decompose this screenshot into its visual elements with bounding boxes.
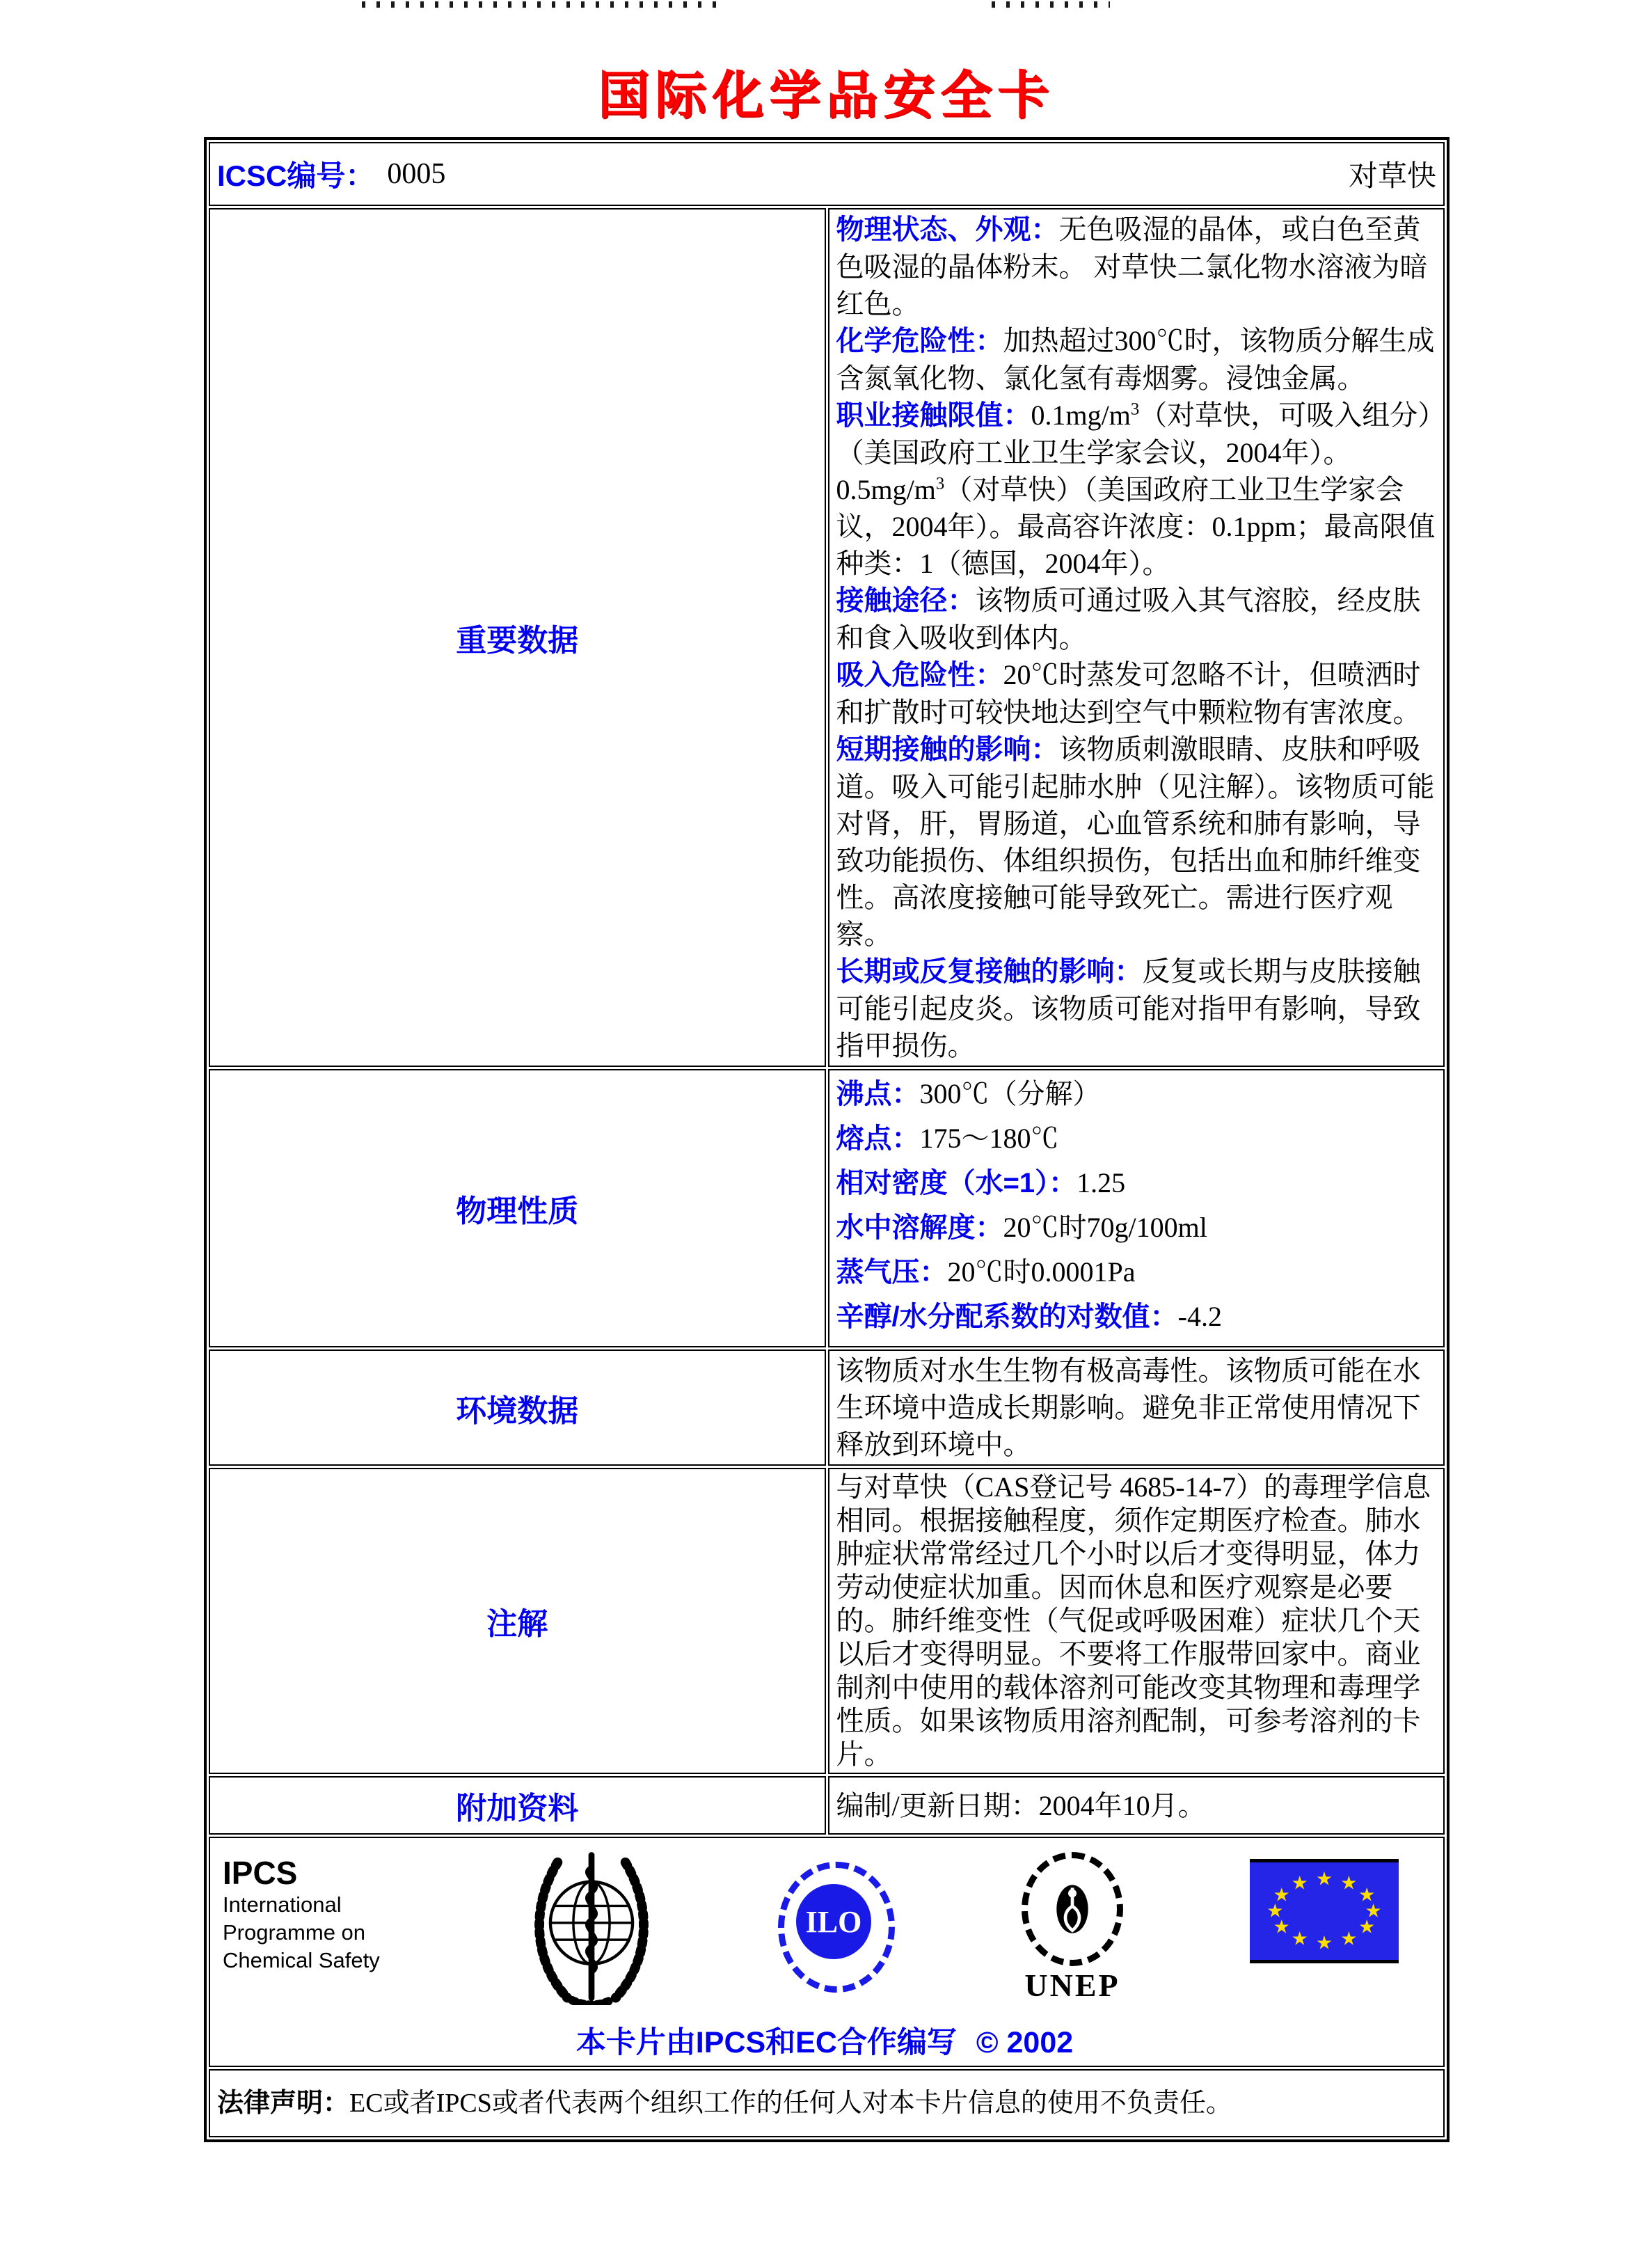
section-additional-label: 附加资料 (209, 1776, 826, 1835)
chemical-name: 对草快 (1348, 161, 1436, 193)
eu-star-icon: ★ (1358, 1884, 1376, 1906)
caption-text: 本卡片由IPCS和EC合作编写 (575, 2026, 957, 2059)
section-environment-label: 环境数据 (209, 1349, 826, 1466)
section-additional-content (828, 1776, 1445, 1835)
ilo-logo-icon (772, 1856, 895, 1993)
section-environment-row (209, 1349, 1445, 1466)
paragraph: 长期或反复接触的影响：反复或长期与皮肤接触可能引起皮炎。该物质可能对指甲有影响，导致指甲损伤。 (836, 956, 1421, 1061)
page-title: 国际化学品安全卡 (598, 66, 1054, 124)
section-physical-label: 物理性质 (209, 1069, 826, 1347)
paragraph: 水中溶解度：20℃时70g/100ml (836, 1212, 1207, 1243)
paragraph: 编制/更新日期：2004年10月。 (836, 1789, 1206, 1821)
paragraph: 熔点：175～180℃ (836, 1123, 1059, 1154)
paragraph: 职业接触限值：$0.1mg/m^3$（对草快，可吸入组分）（美国政府工业卫生学家会议，2004年）。$0.5mg/m^3$（对草快）（美国政府工业卫生学家会议，2004年）。最高容许浓度：0.1ppm；最高限值种类：1（德国，2004年）。 (836, 399, 1436, 579)
eu-flag-icon (1250, 1859, 1399, 1963)
legal-notice (209, 2069, 1445, 2137)
paragraph: 相对密度（水=1）：1.25 (836, 1167, 1126, 1198)
eu-star-icon: ★ (1340, 1928, 1358, 1950)
header-cell (209, 142, 1445, 206)
clipped-header-text-left (362, 1, 720, 8)
ilo-disc (796, 1884, 871, 1959)
logos-row (209, 1837, 1445, 2067)
paragraph: 蒸气压：20℃时0.0001Pa (836, 1256, 1136, 1288)
paragraph: 与对草快（CAS登记号 4685-14-7）的毒理学信息相同。根据接触程度，须作定期医疗检查。肺水肿症状常常经过几个小时以后才变得明显，体力劳动使症状加重。因而休息和医疗观察是必要的。肺纤维变性（气促或呼吸困难）症状几个天以后才变得明显。不要将工作服带回家中。商业制剂中使用的载体溶剂可能改变其物理和毒理学性质。如果该物质用溶剂配制，可参考溶剂的卡片。 (836, 1471, 1431, 1770)
section-important-row (209, 208, 1445, 1067)
section-environment-content (828, 1349, 1445, 1466)
section-notes-content (828, 1468, 1445, 1774)
section-notes-label: 注解 (209, 1468, 826, 1774)
eu-star-icon: ★ (1291, 1872, 1308, 1894)
clipped-header-text-right (992, 1, 1110, 8)
icsc-card-table (204, 137, 1450, 2142)
who-logo-icon (525, 1848, 658, 2005)
eu-star-icon: ★ (1266, 1900, 1284, 1922)
unep-wordmark: UNEP (1024, 1968, 1120, 2003)
paragraph: 接触途径：该物质可通过吸入其气溶胶，经皮肤和食入吸收到体内。 (836, 585, 1421, 654)
paragraph: 沸点：300℃（分解） (836, 1078, 1101, 1109)
paragraph: 法律声明：EC或者IPCS或者代表两个组织工作的任何人对本卡片信息的使用不负责任。 (217, 2088, 1232, 2118)
section-physical-content (828, 1069, 1445, 1347)
eu-star-icon: ★ (1273, 1916, 1290, 1938)
ipcs-line-3: Chemical Safety (223, 1948, 380, 1972)
caption-copyright: © 2002 (976, 2026, 1074, 2059)
cooperation-caption (223, 2019, 1427, 2061)
eu-star-icon: ★ (1315, 1868, 1333, 1890)
logos-cell (209, 1837, 1445, 2067)
ipcs-acronym: IPCS (223, 1855, 298, 1891)
ilo-letters: ILO (805, 1904, 862, 1939)
eu-star-icon: ★ (1273, 1884, 1290, 1906)
paragraph: 辛醇/水分配系数的对数值：-4.2 (836, 1301, 1222, 1332)
eu-star-icon: ★ (1365, 1900, 1382, 1922)
unep-wreath-ring (1022, 1852, 1123, 1966)
ipcs-line-2: Programme on (223, 1920, 366, 1945)
paragraph: 物理状态、外观：无色吸湿的晶体，或白色至黄色吸湿的晶体粉末。 对草快二氯化物水溶液为暗红色。 (836, 214, 1428, 319)
paragraph: 化学危险性：加热超过300℃时，该物质分解生成含氮氧化物、氯化氢有毒烟雾。浸蚀金属。 (836, 325, 1435, 394)
eu-star-icon: ★ (1315, 1932, 1333, 1954)
paragraph: 短期接触的影响：该物质刺激眼睛、皮肤和呼吸道。吸入可能引起肺水肿（见注解）。该物质可能对肾，肝，胃肠道，心血管系统和肺有影响，导致功能损伤、体组织损伤，包括出血和肺纤维变性。高浓度接触可能导致死亡。需进行医疗观察。 (836, 734, 1435, 950)
paragraph: 该物质对水生生物有极高毒性。该物质可能在水生环境中造成长期影响。避免非正常使用情况下释放到环境中。 (836, 1355, 1421, 1460)
header-row (209, 142, 1445, 206)
section-important-content (828, 208, 1445, 1067)
unep-logo-icon (1010, 1852, 1135, 2012)
section-physical-row (209, 1069, 1445, 1347)
unep-figure-graphic (1045, 1875, 1100, 1943)
section-additional-row (209, 1776, 1445, 1835)
section-important-label: 重要数据 (209, 208, 826, 1067)
paragraph: 吸入危险性：20℃时蒸发可忽略不计，但喷洒时和扩散时可较快地达到空气中颗粒物有害浓度。 (836, 659, 1421, 728)
who-emblem-graphic (525, 1848, 658, 2005)
ipcs-text-block (223, 1848, 411, 1974)
logos-strip (223, 1848, 1427, 2012)
eu-star-icon: ★ (1358, 1916, 1376, 1938)
ipcs-line-1: International (223, 1892, 342, 1917)
section-notes-row (209, 1468, 1445, 1774)
icsc-number-value: 0005 (387, 158, 446, 190)
legal-row (209, 2069, 1445, 2137)
icsc-number-label: ICSC编号： (217, 159, 375, 192)
eu-star-icon: ★ (1291, 1928, 1308, 1950)
eu-star-icon: ★ (1340, 1872, 1358, 1894)
